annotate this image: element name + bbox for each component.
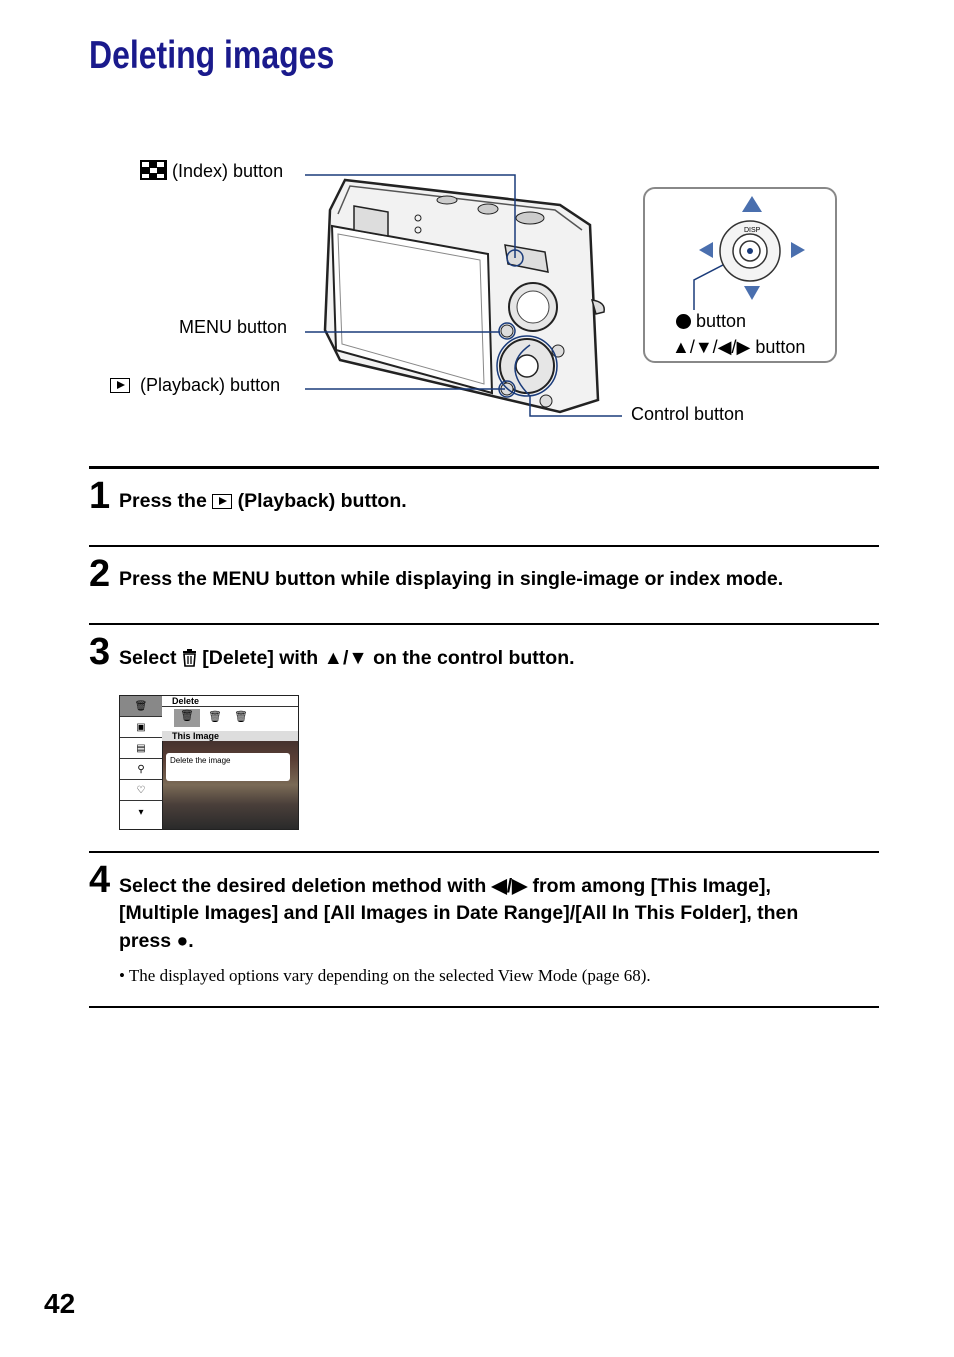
step-divider <box>89 623 879 625</box>
step-divider <box>89 545 879 547</box>
step-1-text-a: Press the <box>119 490 207 512</box>
section-end-divider <box>89 1006 879 1008</box>
playback-icon <box>110 378 130 393</box>
index-button-label: (Index) button <box>172 161 284 181</box>
step-4-line-2: [Multiple Images] and [All Images in Date Range]/[All In This Folder], then <box>119 902 799 924</box>
menu-more-icon: ▾ <box>138 806 144 818</box>
menu-popup: Delete the image <box>166 753 290 781</box>
delete-menu-screenshot <box>119 695 299 830</box>
menu-button-callout: MENU button <box>179 317 288 337</box>
playback-button-label: (Playback) button <box>140 375 281 395</box>
playback-icon <box>212 494 232 509</box>
step-number: 4 <box>89 859 111 901</box>
step-4-line-1: Select the desired deletion method with ◀/▶ from among [This Image], <box>119 875 771 897</box>
menu-trash-icon: 🗑 <box>120 696 162 717</box>
menu-tab-delete: Delete <box>162 696 299 707</box>
step-2-text: Press the MENU button while displaying in single-image or index mode. <box>119 568 784 590</box>
arrow-buttons-callout: ▲/▼/◀/▶ button <box>672 337 806 357</box>
menu-view-icon: ▤ <box>120 738 162 759</box>
menu-slideshow-icon: ▣ <box>120 717 162 738</box>
center-button-label: button <box>696 311 747 331</box>
page-number: 42 <box>44 1288 76 1319</box>
menu-sidebar <box>120 696 163 829</box>
step-number: 3 <box>89 631 111 673</box>
step-1-text-b: (Playback) button. <box>237 490 407 512</box>
menu-favorite-icon: ♡ <box>120 780 162 801</box>
step-4-note: • The displayed options vary depending on the selected View Mode (page 68). <box>119 966 651 985</box>
delete-multiple-icon: 🗑 <box>208 711 222 723</box>
menu-image-label: This Image <box>162 731 299 741</box>
control-button-callout: Control button <box>631 404 745 424</box>
step-number: 1 <box>89 475 111 517</box>
page-title: Deleting images <box>89 34 335 77</box>
step-1-text <box>119 487 407 515</box>
camera-illustration <box>325 180 604 412</box>
index-button-callout <box>140 160 283 182</box>
playback-button-callout <box>110 375 280 396</box>
index-icon <box>140 160 167 180</box>
delete-all-icon: 🗑 <box>234 711 248 723</box>
step-number: 2 <box>89 553 111 595</box>
step-3-text <box>119 644 575 672</box>
menu-zoom-icon: ⚲ <box>120 759 162 780</box>
delete-single-icon: 🗑 <box>174 709 200 727</box>
step-4-line-3: press ●. <box>119 930 194 952</box>
step-divider <box>89 466 879 469</box>
step-3-text-a: Select <box>119 647 177 669</box>
menu-delete-options <box>162 707 299 732</box>
disp-text: DISP <box>744 227 761 234</box>
trash-icon <box>182 649 197 667</box>
center-button-callout <box>676 311 746 332</box>
center-dot-icon <box>676 314 691 329</box>
step-divider <box>89 851 879 853</box>
step-3-text-b: [Delete] with ▲/▼ on the control button. <box>202 647 575 669</box>
